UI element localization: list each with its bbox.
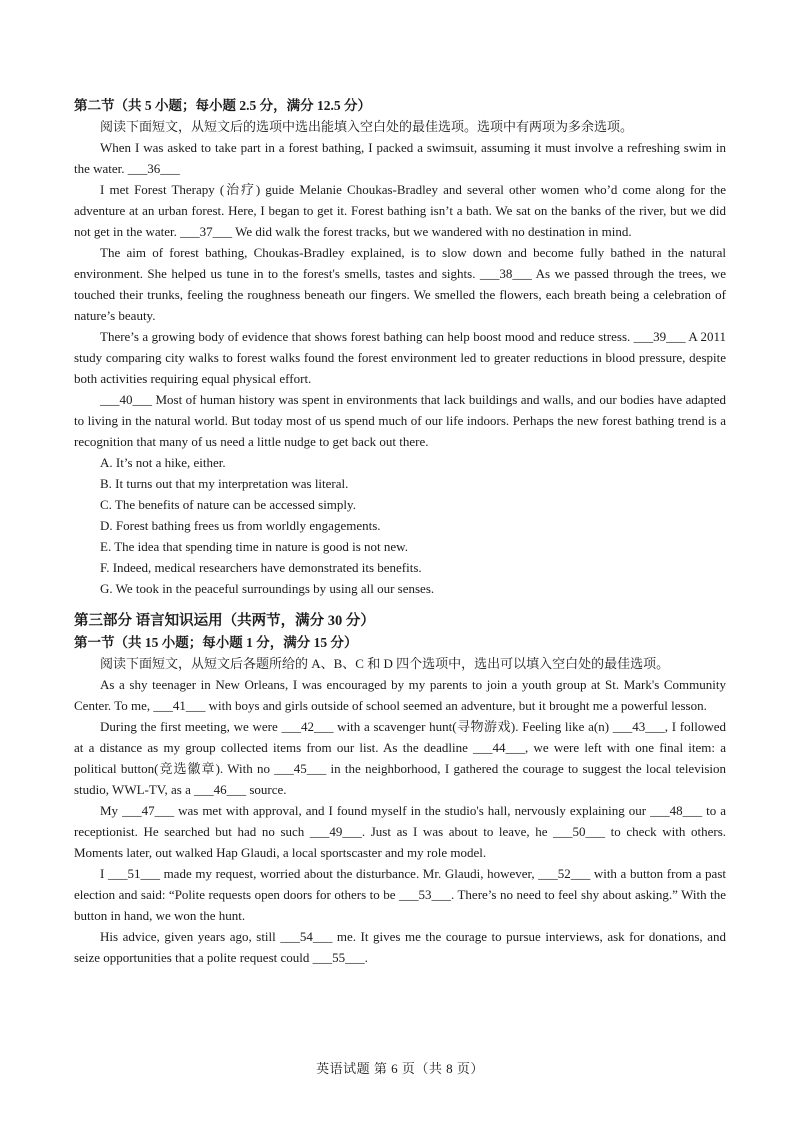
page-footer: 英语试题 第 6 页（共 8 页） — [316, 1061, 484, 1076]
part3-heading: 第三部分 语言知识运用（共两节，满分 30 分） — [74, 613, 375, 629]
option-item: G. We took in the peaceful surroundings by using all our senses. — [100, 581, 435, 596]
passage1-paragraph: There’s a growing body of evidence that shows forest bathing can help boost mood and reduce stress. ___39___ A 2011 study comparing city walks to forest walks found the forest environment led to greater reductions in blood pressure, despite both activities requiring equal physical effort. — [74, 329, 726, 386]
passage1-paragraph: I met Forest Therapy (治疗) guide Melanie Choukas-Bradley and several other women who’d come along for the adventure at an urban forest. Here, I began to get it. Forest bathing isn’t a bath. We sat on the banks of the river, but we did not get in the water. ___37___ We did walk the forest tracks, but we wandered with no destination in mind. — [74, 182, 726, 239]
option-item: B. It turns out that my interpretation was literal. — [100, 476, 349, 491]
exam-page — [74, 95, 726, 968]
passage1-paragraph: When I was asked to take part in a forest bathing, I packed a swimsuit, assuming it must involve a refreshing swim in the water. ___36___ — [74, 140, 726, 176]
part3-section1-heading: 第一节（共 15 小题；每小题 1 分，满分 15 分） — [74, 635, 358, 650]
option-item: D. Forest bathing frees us from worldly engagements. — [100, 518, 381, 533]
option-item: E. The idea that spending time in nature is good is not new. — [100, 539, 408, 554]
section2-instruction: 阅读下面短文，从短文后的选项中选出能填入空白处的最佳选项。选项中有两项为多余选项。 — [100, 119, 634, 134]
passage2-paragraph: As a shy teenager in New Orleans, I was encouraged by my parents to join a youth group at St. Mark's Community Center. To me, ___41___ with boys and girls outside of school seemed an adventure, but it brought me a powerful lesson. — [74, 677, 726, 713]
passage1-paragraph: ___40___ Most of human history was spent in environments that lack buildings and walls, and our bodies have adapted to living in the natural world. But today most of us spend much of our life indoors. Perhaps the new forest bathing trend is a recognition that many of us need a little nudge to get back out there. — [74, 392, 726, 449]
option-item: C. The benefits of nature can be accessed simply. — [100, 497, 356, 512]
option-item: A. It’s not a hike, either. — [100, 455, 226, 470]
option-item: F. Indeed, medical researchers have demonstrated its benefits. — [100, 560, 422, 575]
passage2-paragraph: During the first meeting, we were ___42___ with a scavenger hunt(寻物游戏). Feeling like a(n) ___43___, I followed at a distance as my group collected items from our list. As the deadline ___44___, we were left with one final item: a political button(竞选徽章). With no ___45___ in the neighborhood, I gathered the courage to suggest the local television studio, WWL-TV, as a ___46___ source. — [74, 719, 726, 797]
passage1-paragraph: The aim of forest bathing, Choukas-Bradley explained, is to slow down and become fully bathed in the natural environment. She helped us tune in to the forest's smells, tastes and sights. ___38___ As we passed through the trees, we touched their trunks, feeling the roughness beneath our fingers. We smelled the flowers, each breath being a celebration of nature’s beauty. — [74, 245, 726, 323]
section2-heading: 第二节（共 5 小题；每小题 2.5 分，满分 12.5 分） — [74, 98, 371, 113]
part3-instruction: 阅读下面短文，从短文后各题所给的 A、B、C 和 D 四个选项中，选出可以填入空白处的最佳选项。 — [100, 656, 670, 671]
passage2-paragraph: His advice, given years ago, still ___54___ me. It gives me the courage to pursue interviews, ask for donations, and seize opportunities that a polite request could ___55___. — [74, 929, 726, 965]
passage2-paragraph: My ___47___ was met with approval, and I found myself in the studio's hall, nervously explaining our ___48___ to a receptionist. He searched but had no such ___49___. Just as I was about to leave, he ___50___ to check with others. Moments later, out walked Hap Glaudi, a local sportscaster and my role model. — [74, 803, 726, 860]
passage2-paragraph: I ___51___ made my request, worried about the disturbance. Mr. Glaudi, however, ___52___ with a button from a past election and said: “Polite requests open doors for others to be ___53___. There’s no need to feel shy about asking.” With the button in hand, we won the hunt. — [74, 866, 726, 923]
